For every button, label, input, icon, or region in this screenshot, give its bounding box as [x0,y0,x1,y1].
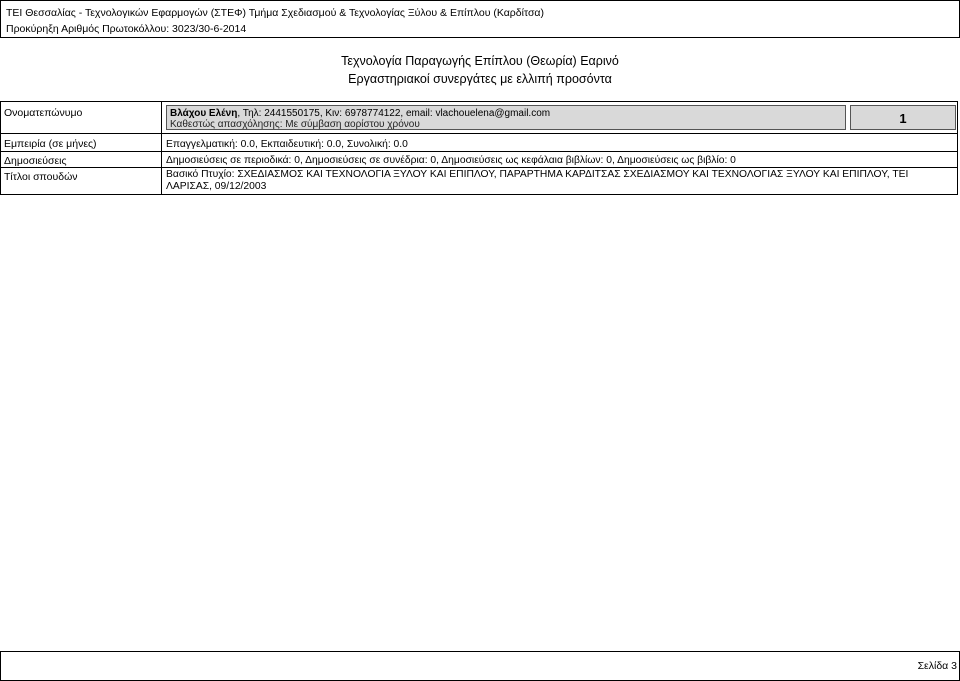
row-divider [1,151,957,152]
candidate-record [0,101,958,195]
candidate-number: 1 [850,105,956,130]
publications-value: Δημοσιεύσεις σε περιοδικά: 0, Δημοσιεύσεις σε συνέδρια: 0, Δημοσιεύσεις ως κεφάλαια βιβλίων: 0, Δημοσιεύσεις ως βιβλίο: 0 [166,155,736,166]
candidate-contact-line [170,108,842,119]
course-title: Τεχνολογία Παραγωγής Επίπλου (Θεωρία) Εαρινό [341,54,619,68]
row-divider [1,167,957,168]
candidate-name: Βλάχου Ελένη [170,108,238,119]
label-publications: Δημοσιεύσεις [4,155,67,167]
institution-line: ΤΕΙ Θεσσαλίας - Τεχνολογικών Εφαρμογών (ΣΤΕΦ) Τμήμα Σχεδιασμού & Τεχνολογίας Ξύλου & Επίπλου (Καρδίτσα) [6,7,544,19]
label-name: Ονοματεπώνυμο [4,107,83,119]
label-titles: Τίτλοι σπουδών [4,171,78,183]
experience-value: Επαγγελματική: 0.0, Εκπαιδευτική: 0.0, Συνολική: 0.0 [166,139,408,150]
candidate-contact: , Τηλ: 2441550175, Κιν: 6978774122, email: vlachouelena@gmail.com [237,108,551,119]
protocol-line: Προκύρηξη Αριθμός Πρωτοκόλλου: 3023/30-6-2014 [6,23,247,35]
list-subtitle: Εργαστηριακοί συνεργάτες με ελλιπή προσόντα [348,72,612,86]
label-experience: Εμπειρία (σε μήνες) [4,138,97,150]
report-header [0,0,960,38]
titles-value: Βασικό Πτυχίο: ΣΧΕΔΙΑΣΜΟΣ ΚΑΙ ΤΕΧΝΟΛΟΓΙΑ ΞΥΛΟΥ ΚΑΙ ΕΠΙΠΛΟΥ, ΠΑΡΑΡΤΗΜΑ ΚΑΡΔΙΤΣΑΣ ΣΧΕΔΙΑΣΜΟΥ ΚΑΙ ΤΕΧΝΟΛΟΓΙΑΣ ΞΥΛΟΥ ΚΑΙ ΕΠΙΠΛΟΥ, ΤΕΙ ΛΑΡΙΣΑΣ, 09/12/2003 [166,169,909,192]
row-divider [1,133,957,134]
candidate-name-box [166,105,846,130]
column-divider [161,102,162,194]
page-number: Σελίδα 3 [917,660,957,672]
employment-status: Καθεστώς απασχόλησης: Με σύμβαση αορίστου χρόνου [170,119,420,130]
report-footer [0,651,960,681]
